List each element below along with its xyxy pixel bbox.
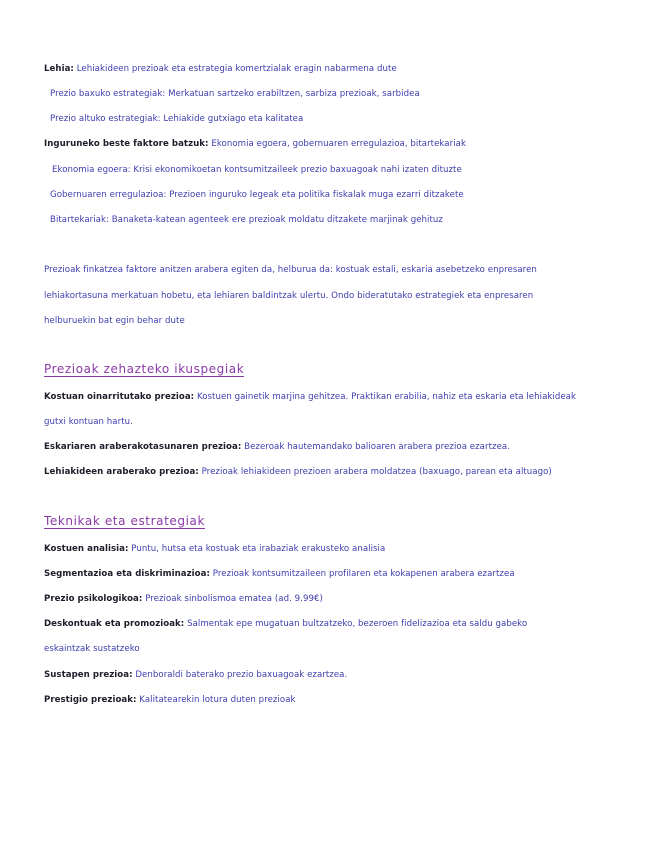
text-line <box>44 643 140 655</box>
line-text: Puntu, hutsa eta kostuak eta irabaziak erakusteko analisia <box>131 544 386 554</box>
text-line <box>44 63 397 75</box>
line-label: Lehiakideen araberako prezioa: <box>44 467 199 477</box>
line-text: Salmentak epe mugatuan bultzatzeko, bezeroen fidelizazioa eta saldu gabeko <box>187 619 528 629</box>
line-text: Ekonomia egoera: Krisi ekonomikoetan kontsumitzaileek prezio baxuagoak nahi izaten dituzte <box>52 165 462 175</box>
line-text: Prezioak sinbolismoa ematea (ad. 9.99€) <box>145 594 323 604</box>
line-label: Lehia: <box>44 64 74 74</box>
text-line <box>44 543 385 555</box>
paragraph-line: lehiakortasuna merkatuan hobetu, eta lehiaren baldintzak ulertu. Ondo bideratutako estrategiek eta enpresaren <box>44 291 534 301</box>
text-line <box>44 466 552 478</box>
paragraph-line: helburuekin bat egin behar dute <box>44 316 185 326</box>
line-label: Segmentazioa eta diskriminazioa: <box>44 569 210 579</box>
line-text: Prezio baxuko estrategiak: Merkatuan sartzeko erabiltzen, sarbiza prezioak, sarbidea <box>50 89 420 99</box>
line-label: Prezio psikologikoa: <box>44 594 143 604</box>
section-heading: Teknikak eta estrategiak <box>44 514 206 528</box>
line-text: Bitartekariak: Banaketa-katean agenteek ere prezioak moldatu ditzakete marjinak gehituz <box>50 215 443 225</box>
section-heading: Prezioak zehazteko ikuspegiak <box>44 362 245 376</box>
line-text: Kalitatearekin lotura duten prezioak <box>139 695 296 705</box>
text-line <box>44 694 296 706</box>
text-line <box>52 164 462 176</box>
text-line <box>50 88 420 100</box>
text-line <box>44 669 347 681</box>
line-text: Bezeroak hautemandako balioaren arabera prezioa ezartzea. <box>244 442 511 452</box>
text-line <box>50 189 464 201</box>
line-text: Denboraldi baterako prezio baxuagoak ezartzea. <box>135 670 348 680</box>
text-line <box>44 138 466 150</box>
text-line <box>50 214 443 226</box>
line-text: eskaintzak sustatzeko <box>44 644 140 654</box>
line-text: Gobernuaren erregulazioa: Prezioen inguruko legeak eta politika fiskalak muga ezarri ditzakete <box>50 190 464 200</box>
line-label: Kostuan oinarritutako prezioa: <box>44 392 195 402</box>
paragraph-line: Prezioak finkatzea faktore anitzen arabera egiten da, helburua da: kostuak estali, eskaria asebetzeko enpresaren <box>44 265 537 275</box>
line-text: Prezioak lehiakideen prezioen arabera moldatzea (baxuago, parean eta altuago) <box>201 467 552 477</box>
line-text: Ekonomia egoera, gobernuaren erregulazioa, bitartekariak <box>211 139 466 149</box>
text-line <box>44 391 576 403</box>
text-line <box>44 416 133 428</box>
line-text: Kostuen gainetik marjina gehitzea. Praktikan erabilia, nahiz eta eskaria eta lehiakideak <box>196 392 577 402</box>
line-label: Prestigio prezioak: <box>44 695 137 705</box>
text-line <box>44 441 510 453</box>
line-text: Prezioak kontsumitzaileen profilaren eta kokapenen arabera ezartzea <box>212 569 515 579</box>
line-label: Inguruneko beste faktore batzuk: <box>44 139 209 149</box>
text-line <box>50 113 303 125</box>
text-line <box>44 618 527 630</box>
text-line <box>44 568 515 580</box>
line-label: Deskontuak eta promozioak: <box>44 619 185 629</box>
line-text: Lehiakideen prezioak eta estrategia komertzialak eragin nabarmena dute <box>76 64 397 74</box>
line-text: gutxi kontuan hartu. <box>44 417 133 427</box>
text-line <box>44 593 323 605</box>
line-text: Prezio altuko estrategiak: Lehiakide gutxiago eta kalitatea <box>50 114 304 124</box>
line-label: Kostuen analisia: <box>44 544 129 554</box>
line-label: Eskariaren araberakotasunaren prezioa: <box>44 442 242 452</box>
line-label: Sustapen prezioa: <box>44 670 133 680</box>
